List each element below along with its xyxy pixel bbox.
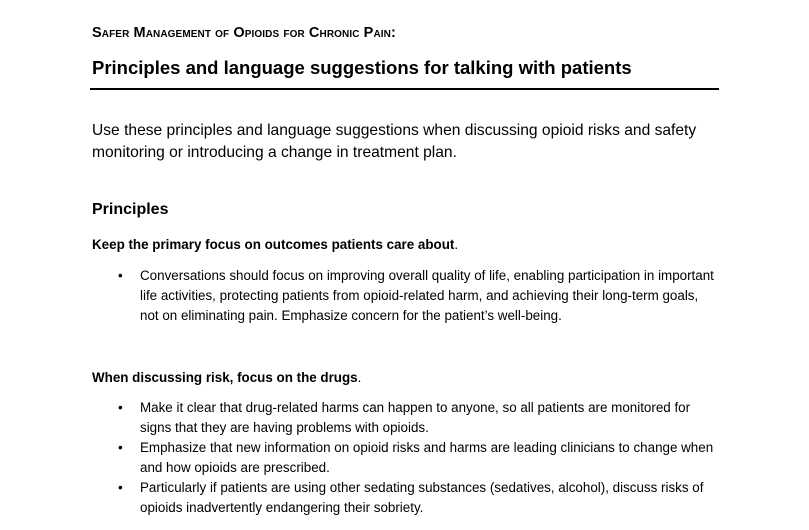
principles-heading: Principles bbox=[92, 201, 169, 218]
list-item-text: Conversations should focus on improving overall quality of life, enabling participation in important life activities, protecting patients from opioid-related harm, and achieving their long-term goals, not on eliminating pain. Emphasize concern for the patient’s well-being. bbox=[140, 268, 714, 323]
principle-heading-risk bbox=[92, 370, 361, 385]
principle-heading-outcomes bbox=[92, 237, 458, 252]
bullet-glyph: • bbox=[118, 480, 123, 495]
list-item bbox=[0, 266, 720, 326]
document-title: Principles and language suggestions for talking with patients bbox=[92, 57, 632, 78]
bullet-glyph: • bbox=[118, 400, 123, 415]
list-item-text: Make it clear that drug-related harms can happen to anyone, so all patients are monitored for signs that they are having problems with opioids. bbox=[140, 400, 691, 435]
list-item-text: Emphasize that new information on opioid risks and harms are leading clinicians to change when and how opioids are prescribed. bbox=[140, 440, 714, 475]
bullet-glyph: • bbox=[118, 268, 123, 283]
list-item-text: Particularly if patients are using other sedating substances (sedatives, alcohol), discuss risks of opioids inadvertently endangering their sobriety. bbox=[140, 480, 704, 515]
title-divider bbox=[90, 88, 719, 90]
bullet-list-risk bbox=[0, 398, 720, 518]
bullet-glyph: • bbox=[118, 440, 123, 455]
principle-heading-punct: . bbox=[357, 370, 362, 385]
bullet-list-outcomes bbox=[0, 266, 720, 326]
list-item bbox=[0, 438, 720, 478]
principle-heading-text: Keep the primary focus on outcomes patients care about bbox=[92, 237, 455, 252]
list-item bbox=[0, 478, 720, 518]
principle-heading-text: When discussing risk, focus on the drugs bbox=[92, 370, 358, 385]
list-item bbox=[0, 398, 720, 438]
intro-paragraph: Use these principles and language suggestions when discussing opioid risks and safety monitoring or introducing a change in treatment plan. bbox=[92, 122, 697, 161]
document-kicker: Safer Management of Opioids for Chronic Pain: bbox=[92, 25, 396, 41]
principle-heading-punct: . bbox=[454, 237, 459, 252]
